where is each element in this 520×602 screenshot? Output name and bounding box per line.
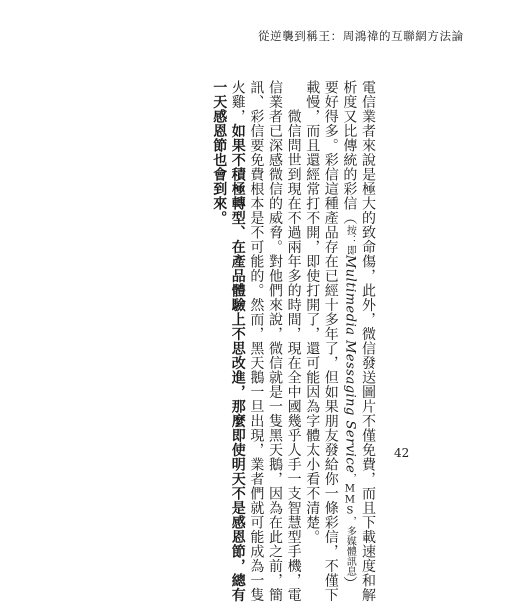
text-run: ，MMS，多媒體訊息 [344,473,355,576]
text-run: 信業者已深感微信的威脅。對他們來說，微信就是一隻黑天鵝，因為在此之前，簡 [267,80,283,602]
text-run: ） [341,576,357,591]
text-column [286,80,302,602]
page-number: 42 [394,446,409,460]
text-column [304,80,320,544]
text-run: 如果不積極轉型、在產品體驗上不思改進，那麼即使明天不是感恩節，總有 [230,124,246,602]
text-column [248,80,264,602]
text-run: 火雞， [230,80,246,124]
text-column [230,80,246,602]
text-column [211,80,227,225]
text-run: 按：即 [344,225,355,255]
text-column [360,80,376,602]
text-column [341,80,357,591]
text-run: 電信業者來說是極大的致命傷，此外，微信發送圖片不僅免費，而且下載速度和解 [360,80,376,602]
text-column [323,80,339,602]
text-run: 一天感恩節也會到來。 [211,80,227,225]
running-header: 從逆襲到稱王：周鴻禕的互聯網方法論 [258,28,464,44]
text-column [267,80,283,602]
text-run: 載慢，而且還經常打不開，即使打開了，還可能因為字體太小看不清楚。 [304,80,320,544]
text-run: Multimedia Messaging Service [342,255,357,473]
text-run: 要好得多。彩信這種產品存在已經十多年了，但如果朋友發給你一條彩信，不僅下 [323,80,339,602]
text-run: 析度又比傳統的彩信（ [341,80,357,225]
text-run: 微信問世到現在不過兩年多的時間，現在全中國幾乎人手一支智慧型手機，電 [286,80,302,602]
text-run: 訊、彩信要免費根本是不可能的。然而，黑天鵝一旦出現，業者們就可能成為一隻 [248,80,264,602]
